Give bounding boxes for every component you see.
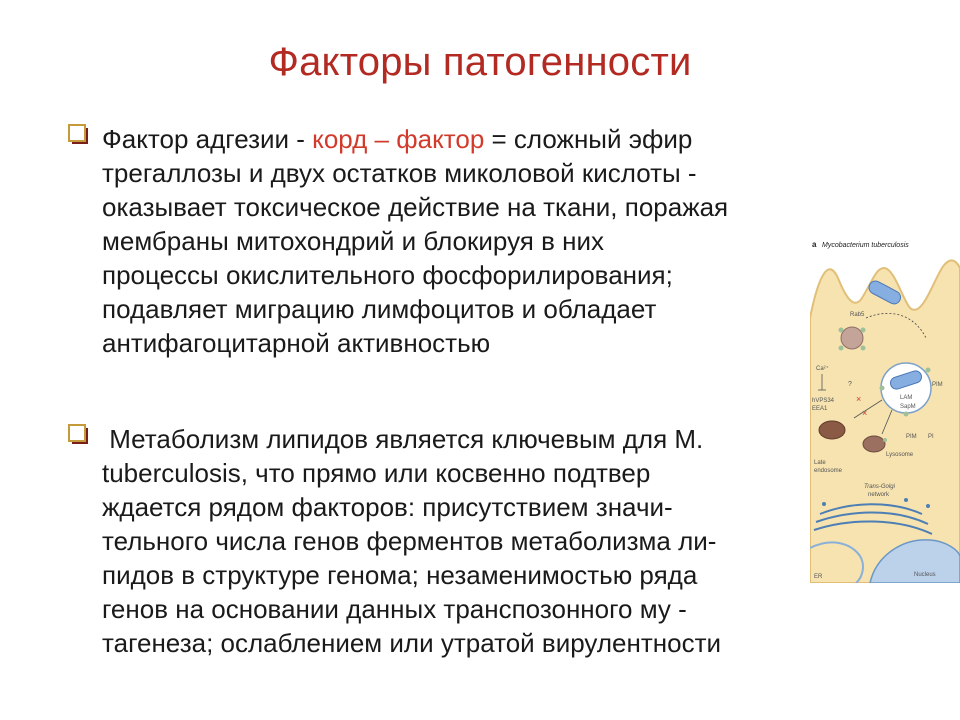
rab5-label: Rab5 [850,312,865,318]
late-endosome-label-1: Late [814,460,826,466]
bullet-lipid-text [102,422,808,660]
bullet-lipid-metabolism [68,422,808,660]
checkbox-bullet-icon [68,124,90,146]
inhibition-x-icon: × [856,394,862,404]
bullet-adhesion-text [102,122,828,360]
bullet-adhesion-line: процессы окислительного фосфорилирования; [102,260,673,290]
bullet-lipid-line: тельного числа генов ферментов метаболизма ли- [102,526,717,556]
figure-panel-letter: a [812,240,817,249]
bullet-lipid-line: пидов в структуре генома; незаменимостью ряда [102,560,698,590]
lysosome [863,436,885,452]
inhibition-x-icon: × [862,408,868,418]
nucleus-label: Nucleus [914,572,936,578]
pi-label: PI [928,434,934,440]
bullet-adhesion-line: оказывает токсическое действие на ткани, поражая [102,192,729,222]
bullet-adhesion-factor [68,122,828,360]
slide-title: Факторы патогенности [268,40,692,84]
trans-golgi-label-1: Trans-Golgi [864,484,895,490]
cord-factor-highlight: корд – фактор [312,124,485,154]
bullet-lipid-line: tuberculosis, что прямо или косвенно подтвер [102,458,651,488]
bullet-adhesion-first-line [102,122,828,156]
bullet-adhesion-line: мембраны митохондрий и блокируя в них [102,226,604,256]
calcium-label: Ca²⁺ [816,366,829,372]
bullet-adhesion-line: трегаллозы и двух остатков миколовой кислоты - [102,158,697,188]
adhesion-prefix: Фактор адгезии - [102,124,313,154]
trans-golgi-label-2: network [868,492,890,498]
adhesion-suffix: = сложный эфир [484,124,693,154]
hvps34-label: hVPS34 [812,398,835,404]
late-endosome [819,421,845,439]
early-phagosome [841,327,863,349]
macrophage-diagram [810,238,960,583]
pim-top-label: PIM [932,382,943,388]
checkbox-bullet-icon [68,424,90,446]
bullet-adhesion-line: антифагоцитарной активностью [102,328,491,358]
bullet-lipid-line: тагенеза; ослаблением или утратой вирулентности [102,628,722,658]
bullet-lipid-line: Метаболизм липидов является ключевым для M. [102,424,704,454]
pim-bottom-label: PIM [906,434,917,440]
bullet-adhesion-line: подавляет миграцию лимфоцитов и обладает [102,294,657,324]
sapm-label: SapM [900,404,916,410]
lysosome-label: Lysosome [886,452,914,458]
figure-title: Mycobacterium tuberculosis [822,242,909,249]
late-endosome-label-2: endosome [814,468,843,474]
question-label: ? [848,381,852,388]
bullet-lipid-line: генов на основании данных транспозонного му - [102,594,687,624]
bullet-lipid-line: ждается рядом факторов: присутствием значи- [102,492,673,522]
lam-label: LAM [900,395,913,401]
eea1-label: EEA1 [812,406,828,412]
er-label: ER [814,574,823,580]
